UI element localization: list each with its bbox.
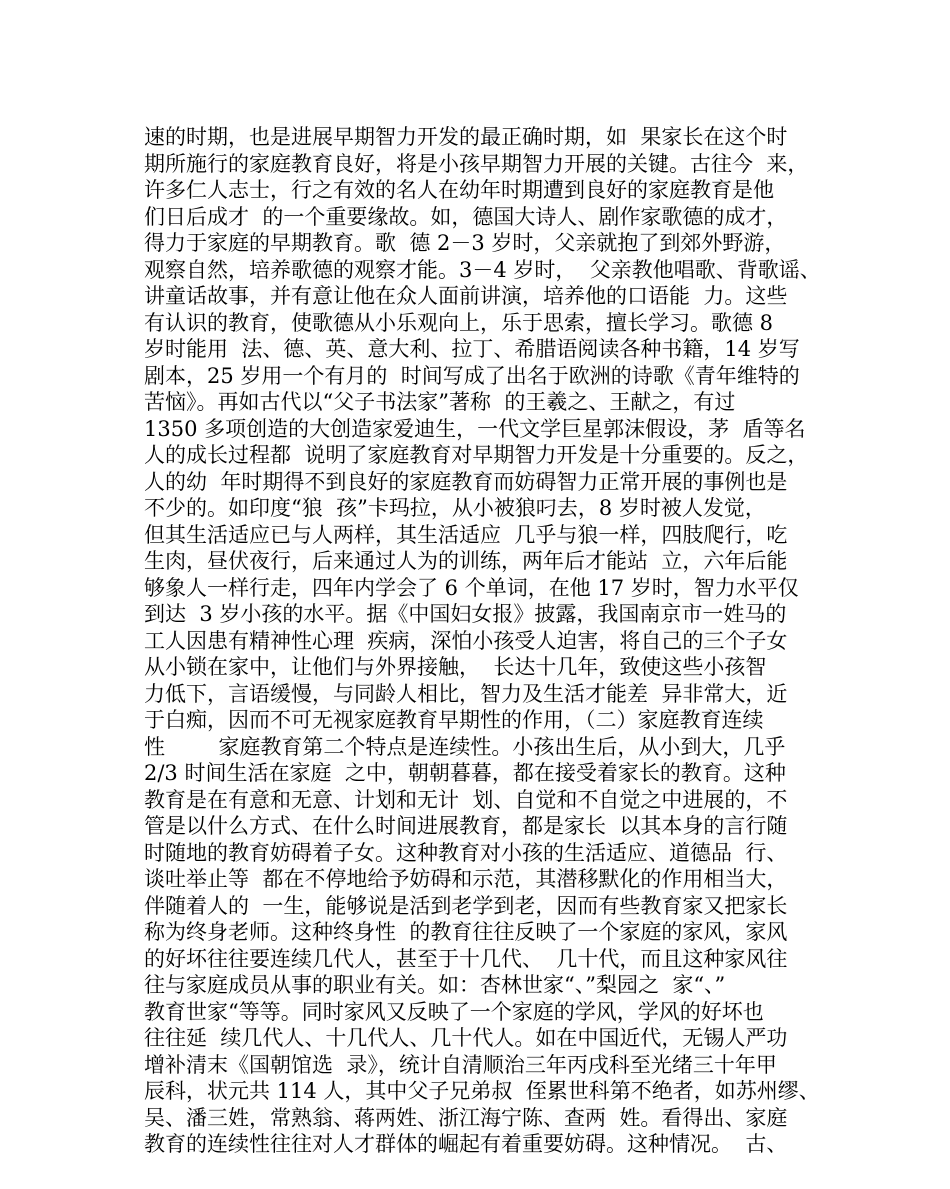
text-line: 谈吐举止等 都在不停地给予妨碍和示范，其潜移默化的作用相当大，	[144, 867, 788, 891]
text-line: 于白痴，因而不可无视家庭教育早期性的作用，（二）家庭教育连续	[144, 708, 764, 732]
text-line: 苦恼》。再如古代以“父子书法家”著称 的王羲之、王献之，有过	[144, 390, 736, 414]
text-line: 增补清末《国朝馆选 录》，统计自清顺治三年丙戌科至光绪三十年甲	[144, 1052, 777, 1077]
text-line: 教育世家“等等。同时家风又反映了一个家庭的学风，学风的好坏也	[144, 999, 764, 1024]
text-line: 们日后成才 的一个重要缘故。如，德国大诗人、剧作家歌德的成才，	[144, 204, 788, 229]
text-line: 但其生活适应已与人两样，其生活适应 几乎与狼一样，四肢爬行，吃	[144, 522, 788, 547]
text-line: 到达 3 岁小孩的水平。据《中国妇女报》披露，我国南京市一姓马的	[144, 602, 787, 626]
text-line: 人的成长过程都 说明了家庭教育对早期智力开发是十分重要的。反之，	[144, 443, 809, 467]
text-line: 有认识的教育，使歌德从小乐观向上，乐于思索，擅长学习。歌德 8	[144, 310, 774, 335]
body-text	[144, 124, 824, 1158]
text-line: 2/3 时间生活在家庭 之中，朝朝暮暮，都在接受着家长的教育。这种	[144, 761, 786, 785]
text-line: 往与家庭成员从事的职业有关。如：杏林世家“、”梨园之 家“、”	[144, 973, 726, 997]
text-line: 吴、潘三姓，常熟翁、蒋两姓、浙江海宁陈、查两 姓。看得出、家庭	[144, 1105, 788, 1130]
text-line: 不少的。如印度“狼 孩”卡玛拉，从小被狼叼去，8 岁时被人发觉，	[144, 496, 766, 520]
text-line: 性 家庭教育第二个特点是连续性。小孩出生后，从小到大，几乎	[144, 734, 786, 759]
text-line: 的好坏往往要连续几代人，甚至于十几代、 几十代，而且这种家风往	[144, 946, 788, 971]
text-line: 从小锁在家中，让他们与外界接触， 长达十几年，致使这些小孩智	[144, 655, 767, 679]
text-line: 力低下，言语缓慢，与同龄人相比，智力及生活才能差 异非常大，近	[144, 681, 788, 706]
text-line: 剧本，25 岁用一个有月的 时间写成了出名于欧洲的诗歌《青年维特的	[144, 363, 800, 388]
text-line: 工人因患有精神性心理 疾病，深怕小孩受人迫害，将自己的三个子女	[144, 628, 788, 653]
text-line: 许多仁人志士，行之有效的名人在幼年时期遭到良好的家庭教育是他	[144, 178, 774, 202]
text-line: 期所施行的家庭教育良好，将是小孩早期智力开展的关键。古往今 来，	[144, 151, 809, 176]
text-line: 生肉，昼伏夜行，后来通过人为的训练，两年后才能站 立，六年后能	[144, 549, 788, 573]
text-line: 称为终身老师。这种终身性 的教育往往反映了一个家庭的家风，家风	[144, 920, 788, 944]
text-line: 1350 多项创造的大创造家爱迪生，一代文学巨星郭沫假设，茅 盾等名	[144, 416, 806, 441]
text-line: 观察自然，培养歌德的观察才能。3－4 岁时， 父亲教他唱歌、背歌谣、	[144, 257, 821, 282]
text-line: 讲童话故事，并有意让他在众人面前讲演，培养他的口语能 力。这些	[144, 284, 788, 308]
text-line: 时随地的教育妨碍着子女。这种教育对小孩的生活适应、道德品 行、	[144, 840, 788, 865]
text-line: 够象人一样行走，四年内学会了 6 个单词，在他 17 岁时，智力水平仅	[144, 575, 799, 600]
text-line: 教育是在有意和无意、计划和无计 划、自觉和不自觉之中进展的，不	[144, 787, 788, 812]
text-line: 辰科，状元共 114 人，其中父子兄弟叔 侄累世科第不绝者，如苏州缪、	[144, 1079, 820, 1103]
text-line: 管是以什么方式、在什么时间进展教育，都是家长 以其本身的言行随	[144, 814, 788, 838]
text-line: 得力于家庭的早期教育。歌 德 2－3 岁时，父亲就抱了到郊外野游，	[144, 231, 786, 255]
text-line: 人的幼 年时期得不到良好的家庭教育而妨碍智力正常开展的事例也是	[144, 469, 788, 494]
text-line: 教育的连续性往往对人才群体的崛起有着重要妨碍。这种情况。 古、	[144, 1132, 788, 1156]
text-line: 岁时能用 法、德、英、意大利、拉丁、希腊语阅读各种书籍，14 岁写	[144, 337, 800, 361]
text-line: 伴随着人的 一生，能够说是活到老学到老，因而有些教育家又把家长	[144, 893, 788, 918]
text-line: 往往延 续几代人、十几代人、几十代人。如在中国近代，无锡人严功	[144, 1026, 788, 1050]
text-line: 速的时期，也是进展早期智力开发的最正确时期，如 果家长在这个时	[144, 125, 788, 149]
